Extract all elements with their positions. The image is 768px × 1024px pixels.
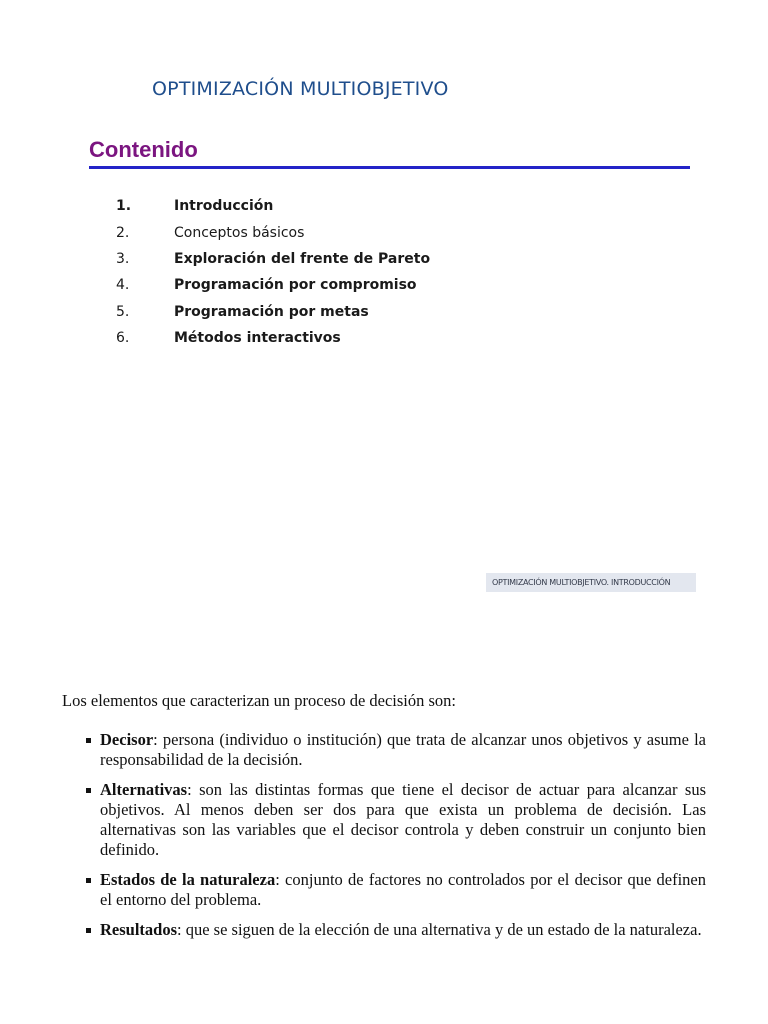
toc-label: Exploración del frente de Pareto [174, 250, 431, 267]
toc-item-conceptos [116, 219, 430, 245]
toc-item-pareto [116, 246, 430, 272]
bullet-text: : conjunto de factores no controlados por el decisor que definen el entorno del problema. [100, 870, 706, 909]
heading-rule [89, 166, 690, 169]
toc-number: 2. [116, 224, 130, 241]
intro-paragraph: Los elementos que caracterizan un proceso de decisión son: [62, 691, 457, 710]
toc-number: 3. [116, 250, 130, 267]
bullet-marker [86, 788, 91, 793]
bullet-term: Alternativas [100, 780, 188, 799]
bullet-marker [86, 878, 91, 883]
toc-item-interactivos [116, 325, 430, 351]
toc-label: Conceptos básicos [174, 224, 305, 241]
toc-label: Programación por compromiso [174, 277, 417, 294]
section-footer-tag: OPTIMIZACIÓN MULTIOBJETIVO. INTRODUCCIÓN [486, 573, 696, 592]
bullet-item-resultados [86, 920, 706, 940]
bullet-marker [86, 738, 91, 743]
bullet-term: Resultados [100, 920, 178, 939]
page-title: OPTIMIZACIÓN MULTIOBJETIVO [152, 78, 449, 100]
contents-heading: Contenido [89, 137, 198, 162]
bullet-item-decisor [86, 730, 706, 770]
toc-number: 5. [116, 303, 130, 320]
toc-label: Métodos interactivos [174, 330, 341, 347]
bullet-term: Estados de la naturaleza [100, 870, 276, 889]
bullet-item-estados [86, 870, 706, 910]
toc-number: 6. [116, 330, 130, 347]
toc-label: Introducción [174, 198, 274, 215]
toc-item-compromiso [116, 272, 430, 298]
toc-label: Programación por metas [174, 303, 369, 320]
bullet-list [86, 730, 706, 950]
toc-number: 1. [116, 198, 132, 215]
toc-item-introduccion [116, 193, 430, 219]
bullet-text: : que se siguen de la elección de una alternativa y de un estado de la naturaleza. [177, 920, 702, 939]
bullet-text: : son las distintas formas que tiene el decisor de actuar para alcanzar sus objetivos. Al menos deben ser dos para que exista un problema de decisión. Las alternativas son las variables que el decisor controla y deben construir un conjunto bien definido. [100, 780, 706, 859]
toc-item-metas [116, 299, 430, 325]
bullet-text: : persona (individuo o institución) que trata de alcanzar unos objetivos y asume la responsabilidad de la decisión. [100, 730, 706, 769]
bullet-marker [86, 928, 91, 933]
bullet-item-alternativas [86, 780, 706, 860]
toc-number: 4. [116, 277, 130, 294]
bullet-term: Decisor [100, 730, 154, 749]
table-of-contents [116, 193, 430, 351]
